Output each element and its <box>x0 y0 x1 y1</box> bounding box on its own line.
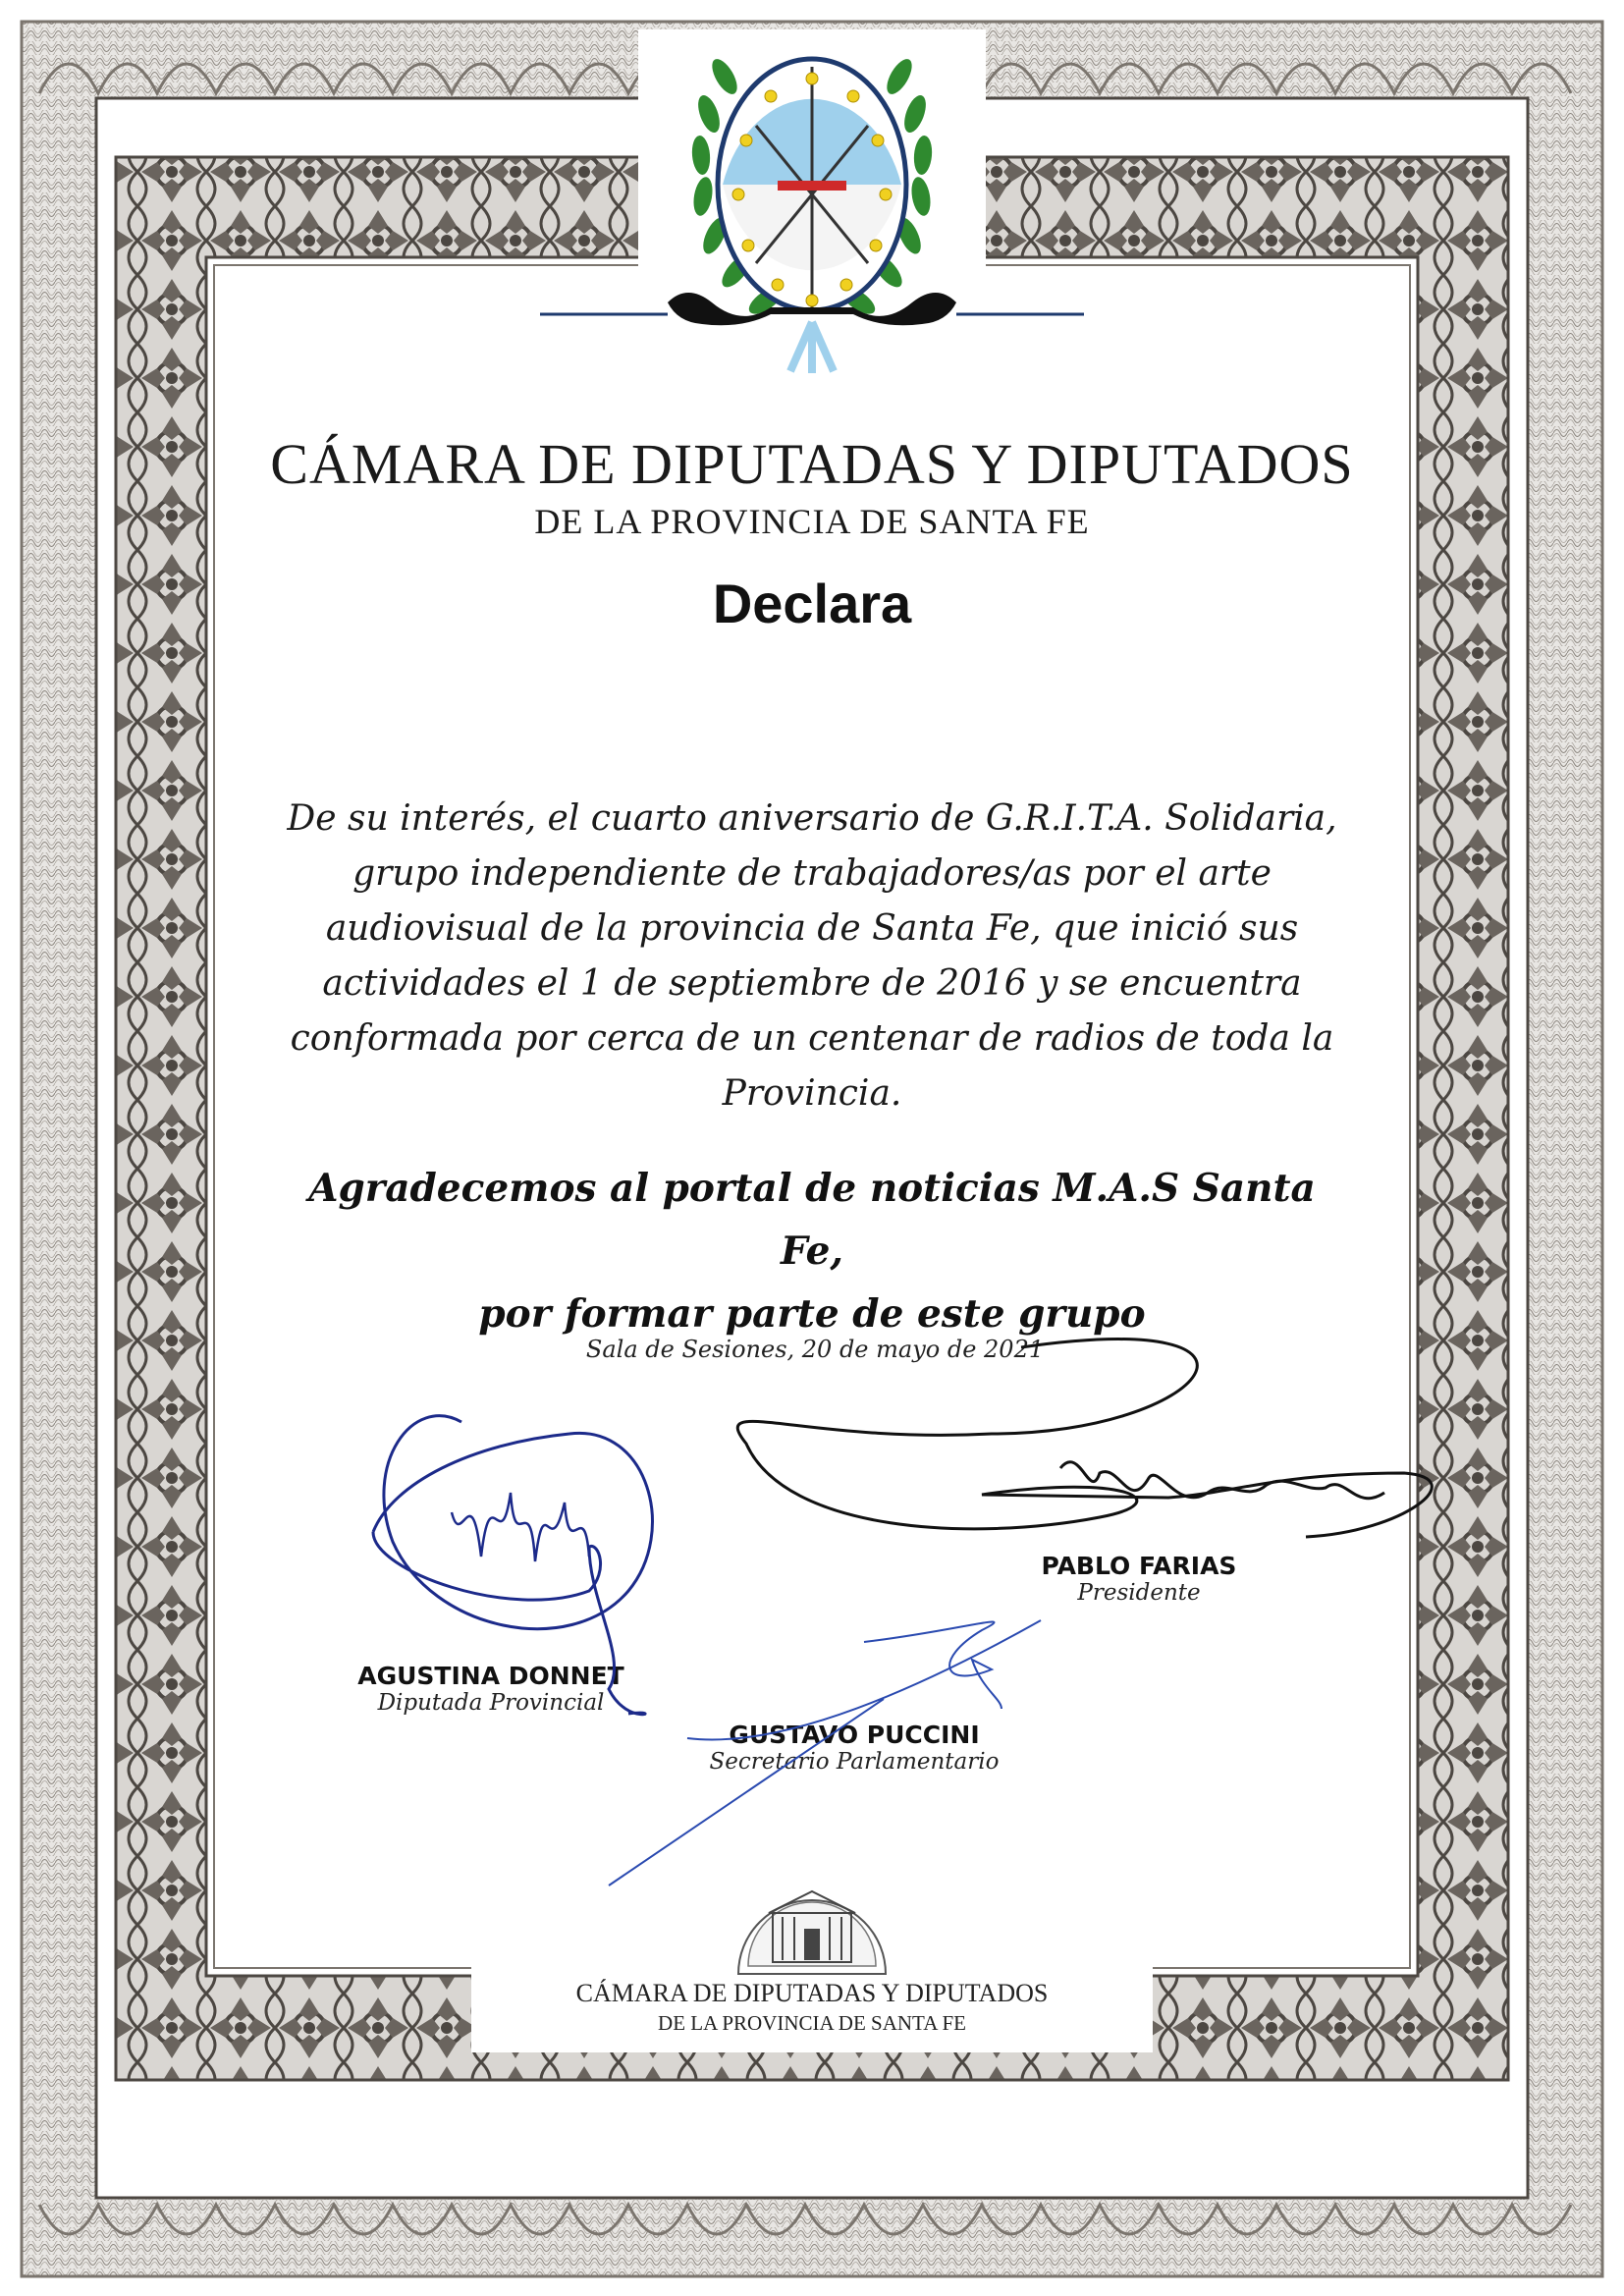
body-line: actividades el 1 de septiembre de 2016 y se encuentra <box>322 963 1302 1004</box>
footer-title-line1: CÁMARA DE DIPUTADAS Y DIPUTADOS <box>575 1979 1049 2007</box>
signatory-role: Presidente <box>1077 1580 1201 1606</box>
footer-title-line2: DE LA PROVINCIA DE SANTA FE <box>658 2011 966 2035</box>
thanks-line1: Agradecemos al portal de noticias M.A.S Santa Fe, <box>308 1166 1316 1274</box>
body-line: grupo independiente de trabajadores/as por el arte <box>352 853 1272 894</box>
body-line: Provincia. <box>722 1073 902 1114</box>
signatory-secretary <box>687 1721 1021 1775</box>
coat-of-arms-icon <box>520 37 1104 391</box>
legislature-building-icon <box>733 1856 891 1976</box>
declaration-heading: Declara <box>712 573 912 634</box>
thanks-line2: por formar parte de este grupo <box>478 1291 1146 1337</box>
signatory-role: Secretario Parlamentario <box>709 1749 1000 1775</box>
signatory-deputy <box>324 1662 658 1716</box>
thanks-message <box>275 1157 1349 1345</box>
signatory-president <box>992 1552 1286 1606</box>
chamber-title-line2: DE LA PROVINCIA DE SANTA FE <box>534 502 1090 541</box>
chamber-title <box>147 430 1477 544</box>
signatory-role: Diputada Provincial <box>377 1690 605 1716</box>
body-line: De su interés, el cuarto aniversario de G.R.I.T.A. Solidaria, <box>287 798 1337 839</box>
session-date: Sala de Sesiones, 20 de mayo de 2021 <box>585 1336 1045 1363</box>
body-line: audiovisual de la provincia de Santa Fe, que inició sus <box>325 908 1299 949</box>
signatory-name: GUSTAVO PUCCINI <box>729 1721 980 1749</box>
footer-title <box>511 1978 1113 2037</box>
signatory-name: AGUSTINA DONNET <box>357 1662 624 1690</box>
body-line: conformada por cerca de un centenar de radios de toda la <box>290 1018 1334 1059</box>
declaration-body <box>275 792 1349 1121</box>
signatory-name: PABLO FARIAS <box>1041 1552 1237 1580</box>
chamber-title-line1: CÁMARA DE DIPUTADAS Y DIPUTADOS <box>270 432 1354 496</box>
